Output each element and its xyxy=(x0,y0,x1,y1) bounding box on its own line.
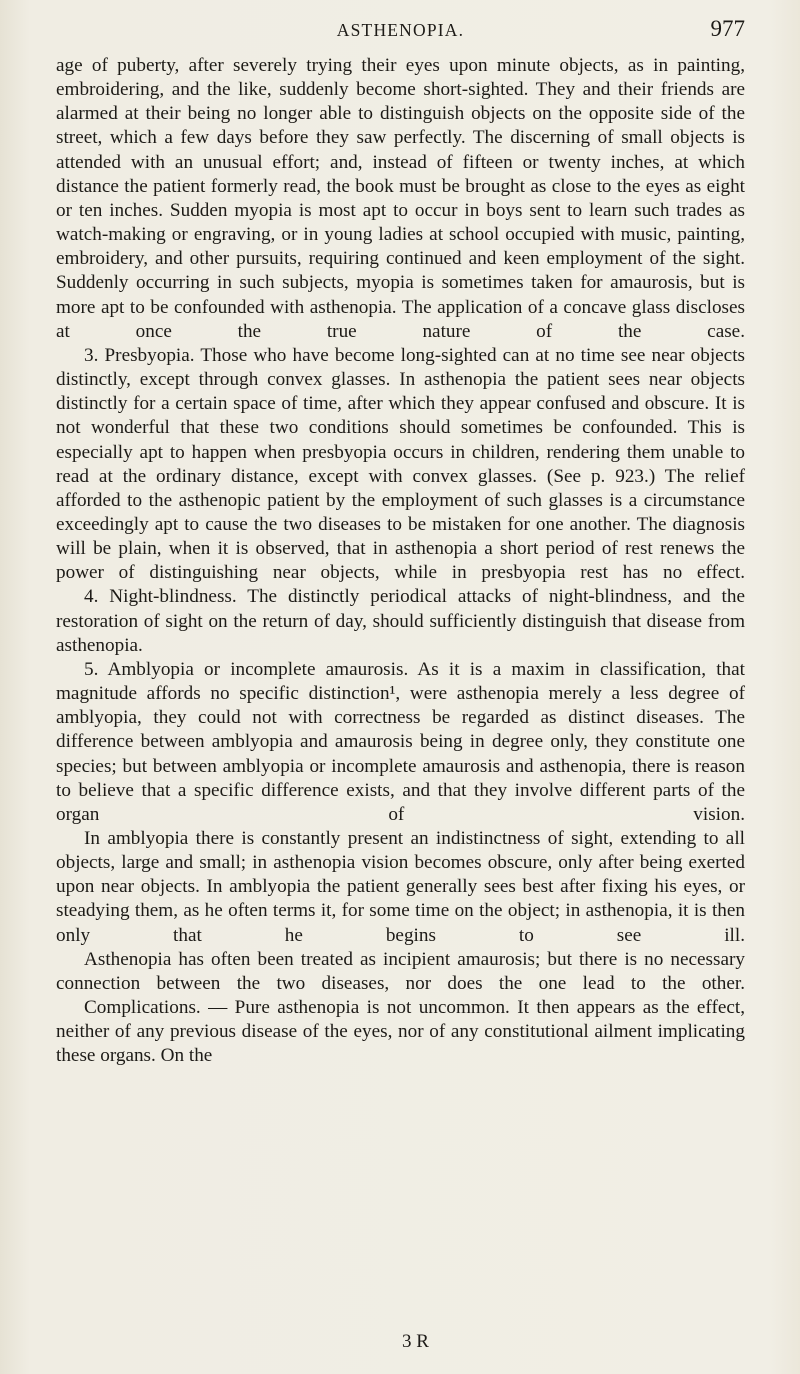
paragraph-incipient-amaurosis: Asthenopia has often been treated as incipient amaurosis; but there is no necessary connection between the two diseases, nor does the one lead to the other. xyxy=(56,948,745,994)
page-number: 977 xyxy=(710,16,745,41)
paragraph-presbyopia: 3. Presbyopia. Those who have become long-sighted can at no time see near objects distinctly, except through convex glasses. In asthenopia the patient sees near objects distinctly for a certain space of time, after which they appear confused and obscure. It is not wonderful that these two conditions should sometimes be confounded. This is especially apt to happen when presbyopia occurs in children, rendering them unable to read at the ordinary distance, except with convex glasses. (See p. 923.) The relief afforded to the asthenopic patient by the employment of such glasses is a circumstance exceedingly apt to cause the two diseases to be mistaken for one another. The diagnosis will be plain, when it is observed, that in asthenopia a short period of rest renews the power of distinguishing near objects, while in presbyopia rest has no effect. xyxy=(56,344,745,584)
paragraph-myopia-continued: age of puberty, after severely trying their eyes upon minute objects, as in painting, embroidering, and the like, suddenly become short-sighted. They and their friends are alarmed at their being no longer able to distinguish objects on the opposite side of the street, which a few days before they saw perfectly. The discerning of small objects is attended with an unusual effort; and, instead of fifteen or twenty inches, at which distance the patient formerly read, the book must be brought as close to the eyes as eight or ten inches. Sudden myopia is most apt to occur in boys sent to learn such trades as watch-making or engraving, or in young ladies at school occupied with music, painting, embroidery, and other pursuits, requiring continued and keen employment of the sight. Suddenly occurring in such subjects, myopia is sometimes taken for amaurosis, but is more apt to be confounded with asthenopia. The application of a concave glass discloses at once the true nature of the case. xyxy=(56,55,745,342)
paragraph-complications: Complications. — Pure asthenopia is not uncommon. It then appears as the effect, neither of any previous disease of the eyes, nor of any constitutional ailment implicating these organs. On the xyxy=(56,997,745,1067)
page-header xyxy=(56,16,745,50)
running-head: ASTHENOPIA. xyxy=(336,20,465,40)
signature-mark: 3 R xyxy=(402,1331,429,1352)
paragraph-night-blindness: 4. Night-blindness. The distinctly periodical attacks of night-blindness, and the restoration of sight on the return of day, should sufficiently distinguish that disease from asthenopia. xyxy=(56,586,745,656)
paragraph-amblyopia-comparison: In amblyopia there is constantly present an indistinctness of sight, extending to all objects, large and small; in asthenopia vision becomes obscure, only after being exerted upon near objects. In amblyopia the patient generally sees best after fixing his eyes, or steadying them, as he often terms it, for some time on the object; in asthenopia, it is then only that he begins to see ill. xyxy=(56,828,745,946)
body-text xyxy=(56,54,745,1069)
paragraph-amblyopia: 5. Amblyopia or incomplete amaurosis. As it is a maxim in classification, that magnitude affords no specific distinction¹, were asthenopia merely a less degree of amblyopia, they could not with correctness be regarded as distinct diseases. The difference between amblyopia and amaurosis being in degree only, they constitute one species; but between amblyopia or incomplete amaurosis and asthenopia, there is reason to believe that a specific difference exists, and that they involve different parts of the organ of vision. xyxy=(56,658,745,825)
